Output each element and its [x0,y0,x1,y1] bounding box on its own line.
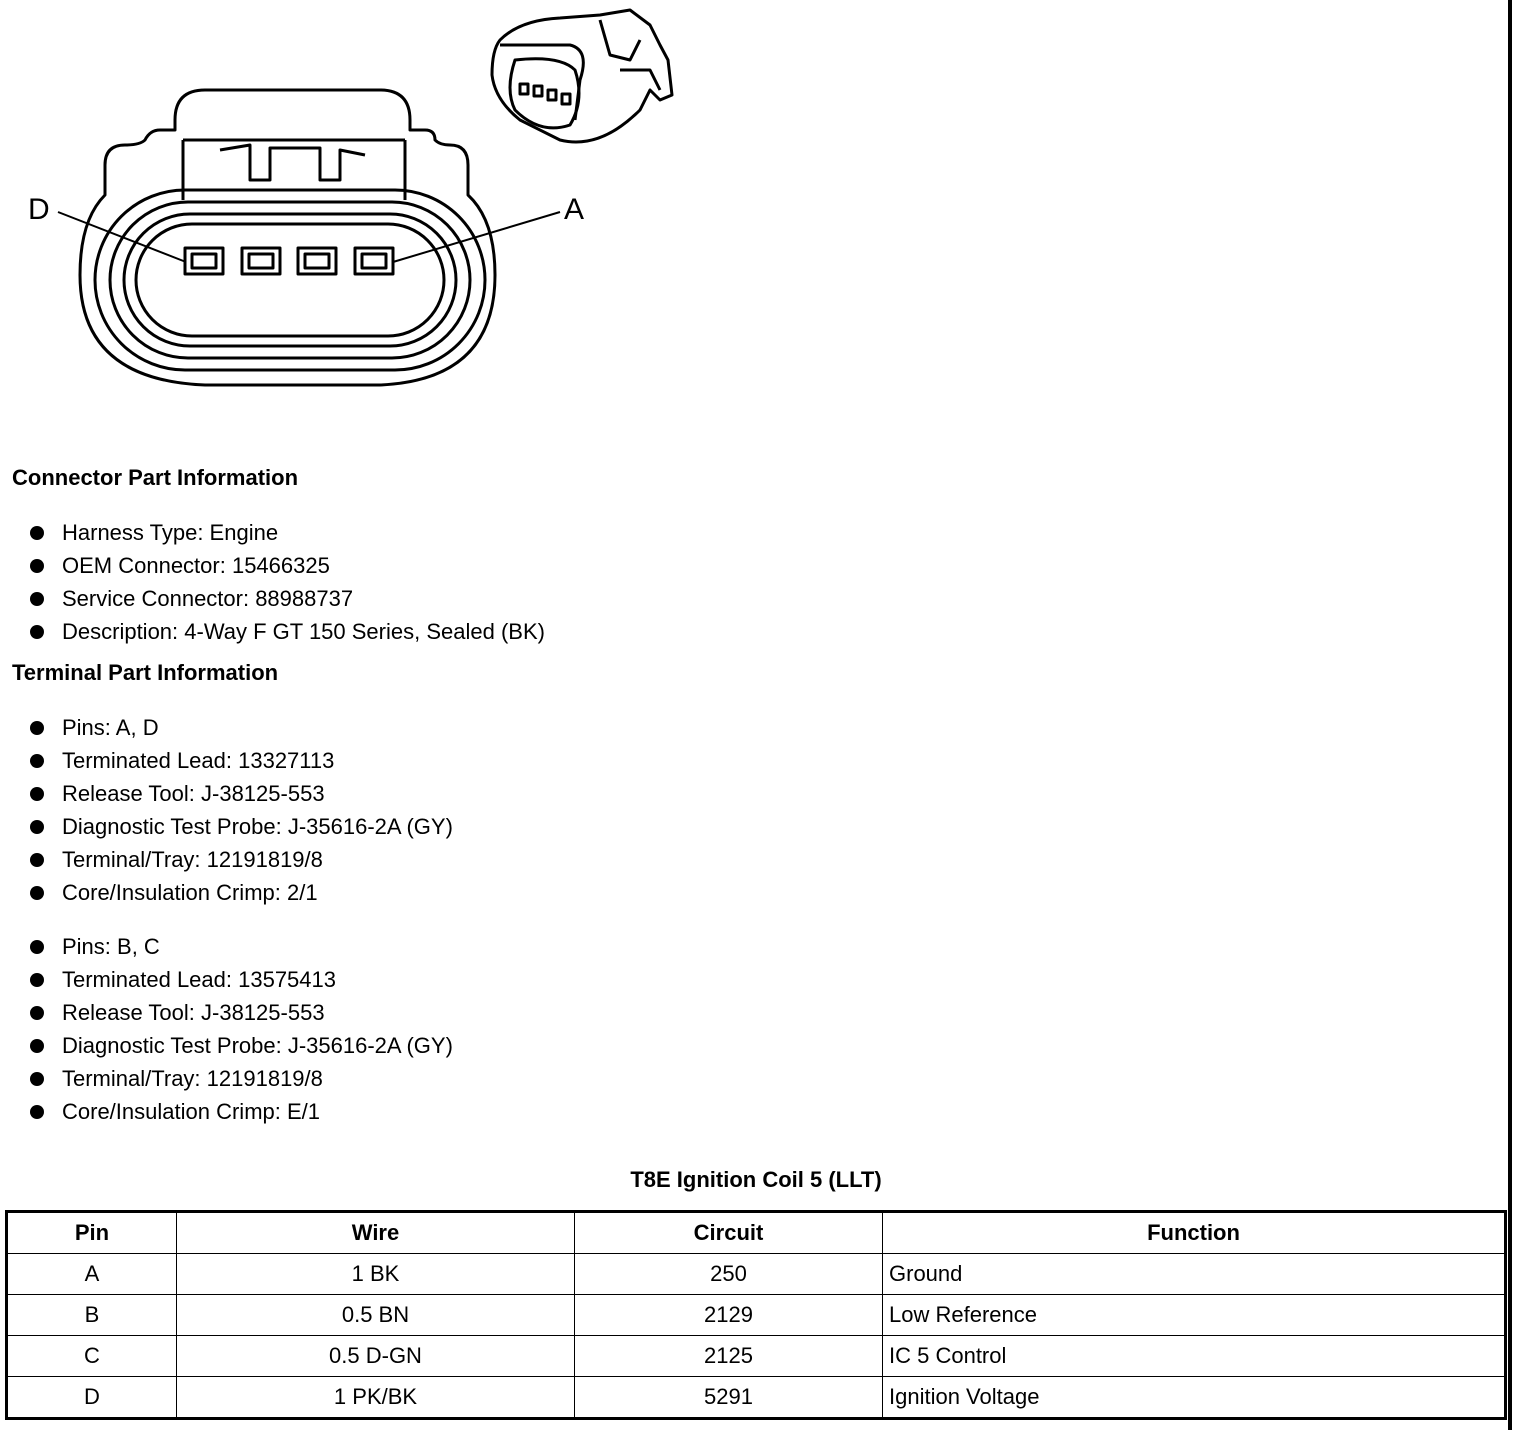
connector-iso-view [492,10,672,142]
bullet-icon [30,1105,44,1119]
cell-pin: B [7,1295,177,1336]
cell-circuit: 250 [575,1254,883,1295]
table-header-row [7,1212,1506,1254]
bullet-icon [30,754,44,768]
cell-pin: A [7,1254,177,1295]
cell-circuit: 2129 [575,1295,883,1336]
connector-part-info-list [28,516,545,648]
bullet-icon [30,853,44,867]
cell-wire: 1 BK [177,1254,575,1295]
list-item: Description: 4-Way F GT 150 Series, Sealed (BK) [28,615,545,648]
list-item: Terminal/Tray: 12191819/8 [28,1062,453,1095]
column-header-function: Function [883,1212,1506,1254]
table-row [7,1336,1506,1377]
cell-circuit: 5291 [575,1377,883,1419]
bullet-icon [30,1072,44,1086]
cell-pin: D [7,1377,177,1419]
list-item: OEM Connector: 15466325 [28,549,545,582]
bullet-icon [30,787,44,801]
list-item: Pins: B, C [28,930,453,963]
table-row [7,1295,1506,1336]
bullet-icon [30,886,44,900]
cell-circuit: 2125 [575,1336,883,1377]
cell-function: Ground [883,1254,1506,1295]
pin-table [5,1210,1507,1420]
list-item: Terminal/Tray: 12191819/8 [28,843,453,876]
terminal-group-2-list [28,930,453,1128]
bullet-icon [30,625,44,639]
list-item: Harness Type: Engine [28,516,545,549]
bullet-icon [30,820,44,834]
bullet-icon [30,940,44,954]
bullet-icon [30,1006,44,1020]
list-item: Diagnostic Test Probe: J-35616-2A (GY) [28,810,453,843]
list-item: Core/Insulation Crimp: E/1 [28,1095,453,1128]
column-header-wire: Wire [177,1212,575,1254]
table-row [7,1377,1506,1419]
pin-label-right: A [564,193,585,226]
cell-wire: 0.5 BN [177,1295,575,1336]
list-item: Pins: A, D [28,711,453,744]
table-row [7,1254,1506,1295]
list-item: Diagnostic Test Probe: J-35616-2A (GY) [28,1029,453,1062]
cell-function: Ignition Voltage [883,1377,1506,1419]
cell-function: Low Reference [883,1295,1506,1336]
list-item: Release Tool: J-38125-553 [28,996,453,1029]
list-item: Terminated Lead: 13575413 [28,963,453,996]
cell-pin: C [7,1336,177,1377]
cell-function: IC 5 Control [883,1336,1506,1377]
column-header-circuit: Circuit [575,1212,883,1254]
column-header-pin: Pin [7,1212,177,1254]
page-right-border [1508,0,1512,1430]
cell-wire: 1 PK/BK [177,1377,575,1419]
list-item: Release Tool: J-38125-553 [28,777,453,810]
terminal-part-info-heading: Terminal Part Information [12,660,279,685]
pin-label-left: D [28,193,50,226]
cell-wire: 0.5 D-GN [177,1336,575,1377]
bullet-icon [30,592,44,606]
connector-diagram [0,0,720,420]
terminal-group-1-list [28,711,453,909]
bullet-icon [30,1039,44,1053]
connector-face-drawing [0,0,720,420]
bullet-icon [30,973,44,987]
bullet-icon [30,721,44,735]
connector-part-info-heading: Connector Part Information [12,465,299,490]
bullet-icon [30,559,44,573]
bullet-icon [30,526,44,540]
list-item: Terminated Lead: 13327113 [28,744,453,777]
list-item: Core/Insulation Crimp: 2/1 [28,876,453,909]
list-item: Service Connector: 88988737 [28,582,545,615]
pin-table-title: T8E Ignition Coil 5 (LLT) [630,1167,882,1192]
